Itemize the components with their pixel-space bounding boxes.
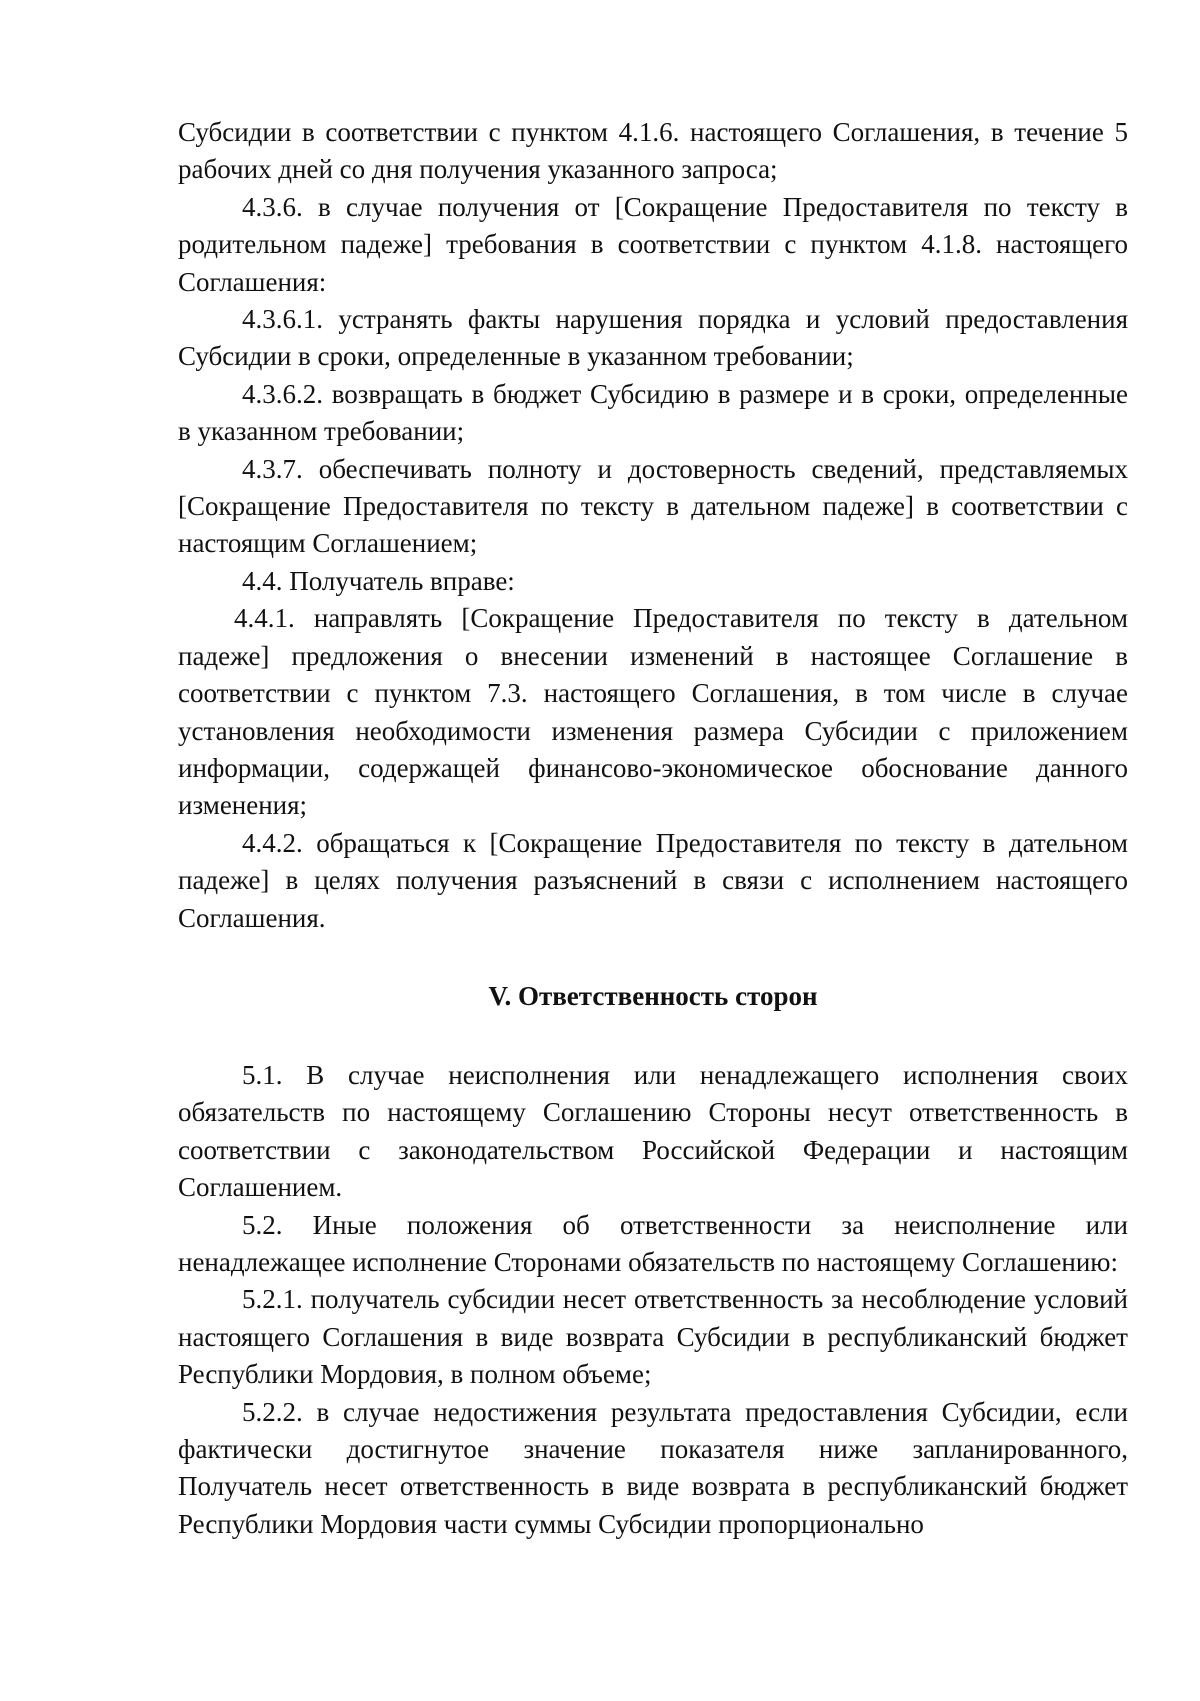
paragraph-5-2: 5.2. Иные положения об ответственности за неисполнение или ненадлежащее исполнение Сторонами обязательств по настоящему Соглашению:	[178, 1209, 1128, 1278]
paragraph-4-3-6-1: 4.3.6.1. устранять факты нарушения порядка и условий предоставления Субсидии в сроки, определенные в указанном требовании;	[178, 304, 1128, 372]
paragraph-subsidy-request: Субсидии в соответствии с пунктом 4.1.6. настоящего Соглашения, в течение 5 рабочих дней со дня получения указанного запроса;	[178, 117, 1128, 185]
paragraph-4-3-7: 4.3.7. обеспечивать полноту и достоверность сведений, представляемых [Сокращение Предоставителя по тексту в дательном падеже] в соответствии с настоящим Соглашением;	[178, 453, 1128, 559]
paragraph-4-3-6: 4.3.6. в случае получения от [Сокращение Предоставителя по тексту в родительном падеже] требования в соответствии с пунктом 4.1.8. настоящего Соглашения:	[178, 191, 1128, 297]
paragraph-5-2-2: 5.2.2. в случае недостижения результата предоставления Субсидии, если фактически достигнутое значение показателя ниже запланированного, Получатель несет ответственность в виде возврата в республиканский бюджет Республики Мордовия части суммы Субсидии пропорционально	[178, 1396, 1128, 1539]
paragraph-4-4-2: 4.4.2. обращаться к [Сокращение Предоставителя по тексту в дательном падеже] в целях получения разъяснений в связи с исполнением настоящего Соглашения.	[178, 827, 1128, 933]
paragraph-4-4-1: 4.4.1. направлять [Сокращение Предоставителя по тексту в дательном падеже] предложения о внесении изменений в настоящее Соглашение в соответствии с пунктом 7.3. настоящего Соглашения, в том числе в случае установления необходимости изменения размера Субсидии с приложением информации, содержащей финансово-экономическое обоснование данного изменения;	[178, 603, 1128, 821]
section-heading: V. Ответственность сторон	[488, 981, 818, 1011]
document-body-bottom	[178, 1057, 1128, 1543]
paragraph-5-2-1: 5.2.1. получатель субсидии несет ответственность за несоблюдение условий настоящего Соглашения в виде возврата Субсидии в республиканский бюджет Республики Мордовия, в полном объеме;	[178, 1284, 1128, 1390]
document-body-top	[178, 114, 1128, 937]
paragraph-4-4: 4.4. Получатель вправе:	[242, 565, 515, 596]
paragraph-4-3-6-2: 4.3.6.2. возвращать в бюджет Субсидию в размере и в сроки, определенные в указанном требовании;	[178, 378, 1128, 447]
paragraph-5-1: 5.1. В случае неисполнения или ненадлежащего исполнения своих обязательств по настоящему Соглашению Стороны несут ответственность в соответствии с законодательством Российской Федерации и настоящим Соглашением.	[178, 1060, 1128, 1203]
